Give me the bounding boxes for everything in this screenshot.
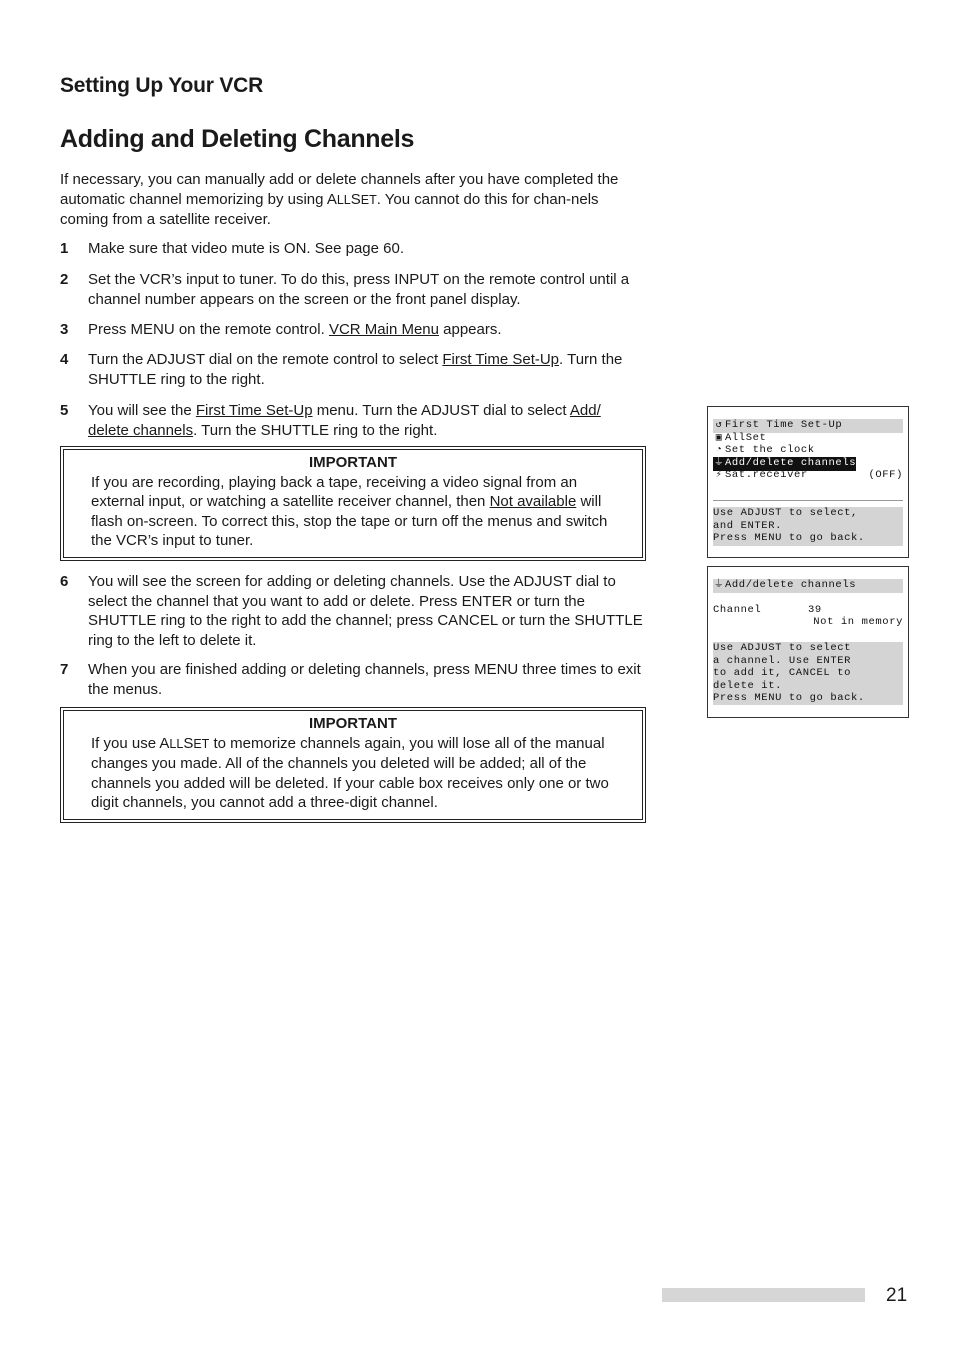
osd-menu-item: ▣ AllSet	[713, 432, 903, 446]
add-delete-channels-ref: Add/ delete channels	[88, 402, 601, 439]
tv-icon: ▣	[715, 433, 723, 444]
important-box-1	[60, 446, 646, 561]
section-title: Setting Up Your VCR	[60, 74, 264, 97]
intro-paragraph: If necessary, you can manually add or delete channels after you have completed the automatic channel memorizing by using ALLSET. You cannot do this for chan-nels coming from a satellite receiver.	[60, 171, 619, 228]
return-arrow-icon: ↺	[715, 420, 723, 431]
osd-title-row: ↺ First Time Set-Up	[713, 419, 903, 433]
important-heading: IMPORTANT	[308, 454, 398, 471]
first-time-setup-ref: First Time Set-Up	[442, 351, 560, 368]
important-heading: IMPORTANT	[308, 715, 398, 732]
osd-menu-item: ⚡ Sat.receiver (OFF)	[713, 469, 903, 483]
osd-first-time-setup	[707, 406, 909, 558]
osd-menu-item: ◔ Set the clock	[713, 444, 903, 458]
clock-icon: ◔	[715, 445, 723, 456]
page-title: Adding and Deleting Channels	[60, 125, 415, 153]
osd-title-row: ⏚Add/delete channels	[713, 579, 903, 593]
important-text: If you use ALLSET to memorize channels again, you will lose all of the manual changes you made. All of the channels you deleted will be added; all of the channels you added will be deleted. If your cable box receives only one or two digit channels, you cannot add a three-digit channel.	[91, 734, 609, 811]
step-3: 3 Press MENU on the remote control. VCR Main Menu appears.	[60, 321, 502, 338]
osd-menu-item-selected: ⏚Add/delete channels	[713, 457, 857, 469]
important-text: If you are recording, playing back a tape, receiving a video signal from an external input, or watching a satellite receiver channel, then Not available will flash on-screen. To correct this, stop the tape or turn off the menus and switch the VCR’s input to tuner.	[91, 473, 608, 549]
step-7: 7 When you are finished adding or deleting channels, press MENU three times to exit the menus.	[60, 661, 641, 698]
step-2: 2 Set the VCR’s input to tuner. To do this, press INPUT on the remote control until a channel number appears on the screen or the front panel display.	[60, 271, 630, 308]
osd-help-text: Use ADJUST to select, and ENTER. Press MENU to go back.	[713, 507, 903, 546]
osd-add-delete-channels	[707, 566, 909, 718]
osd-channel-value: 39	[808, 604, 822, 616]
step-4: 4 Turn the ADJUST dial on the remote control to select First Time Set-Up. Turn the SHUTTLE ring to the right.	[60, 351, 623, 388]
osd-channel-status: Not in memory	[813, 616, 903, 628]
osd-channel-row: Channel 39	[713, 604, 822, 616]
vcr-main-menu-ref: VCR Main Menu	[328, 321, 439, 338]
first-time-setup-ref: First Time Set-Up	[195, 402, 313, 419]
osd-divider	[713, 500, 903, 501]
antenna-icon: ⏚	[713, 458, 725, 469]
step-6: 6 You will see the screen for adding or deleting channels. Use the ADJUST dial to select the channel that you want to add or delete. Press ENTER or turn the SHUTTLE ring to the right to add the channel; press CANCEL or turn the SHUTTLE ring to the left to delete it.	[60, 573, 643, 649]
antenna-icon: ⏚	[713, 580, 725, 591]
page-number: 21	[886, 1285, 908, 1306]
osd-sat-value: (OFF)	[868, 469, 903, 481]
important-box-2	[60, 707, 646, 823]
osd-help-text: Use ADJUST to select a channel. Use ENTER to add it, CANCEL to delete it. Press MENU to go back.	[713, 642, 903, 705]
footer-bar	[662, 1288, 865, 1302]
not-available-ref: Not available	[489, 493, 577, 510]
step-1: 1 Make sure that video mute is ON. See page 60.	[60, 240, 405, 257]
satellite-icon: ⚡	[715, 470, 723, 481]
step-5: 5 You will see the First Time Set-Up menu. Turn the ADJUST dial to select Add/ delete channels. Turn the SHUTTLE ring to the right.	[60, 402, 601, 439]
